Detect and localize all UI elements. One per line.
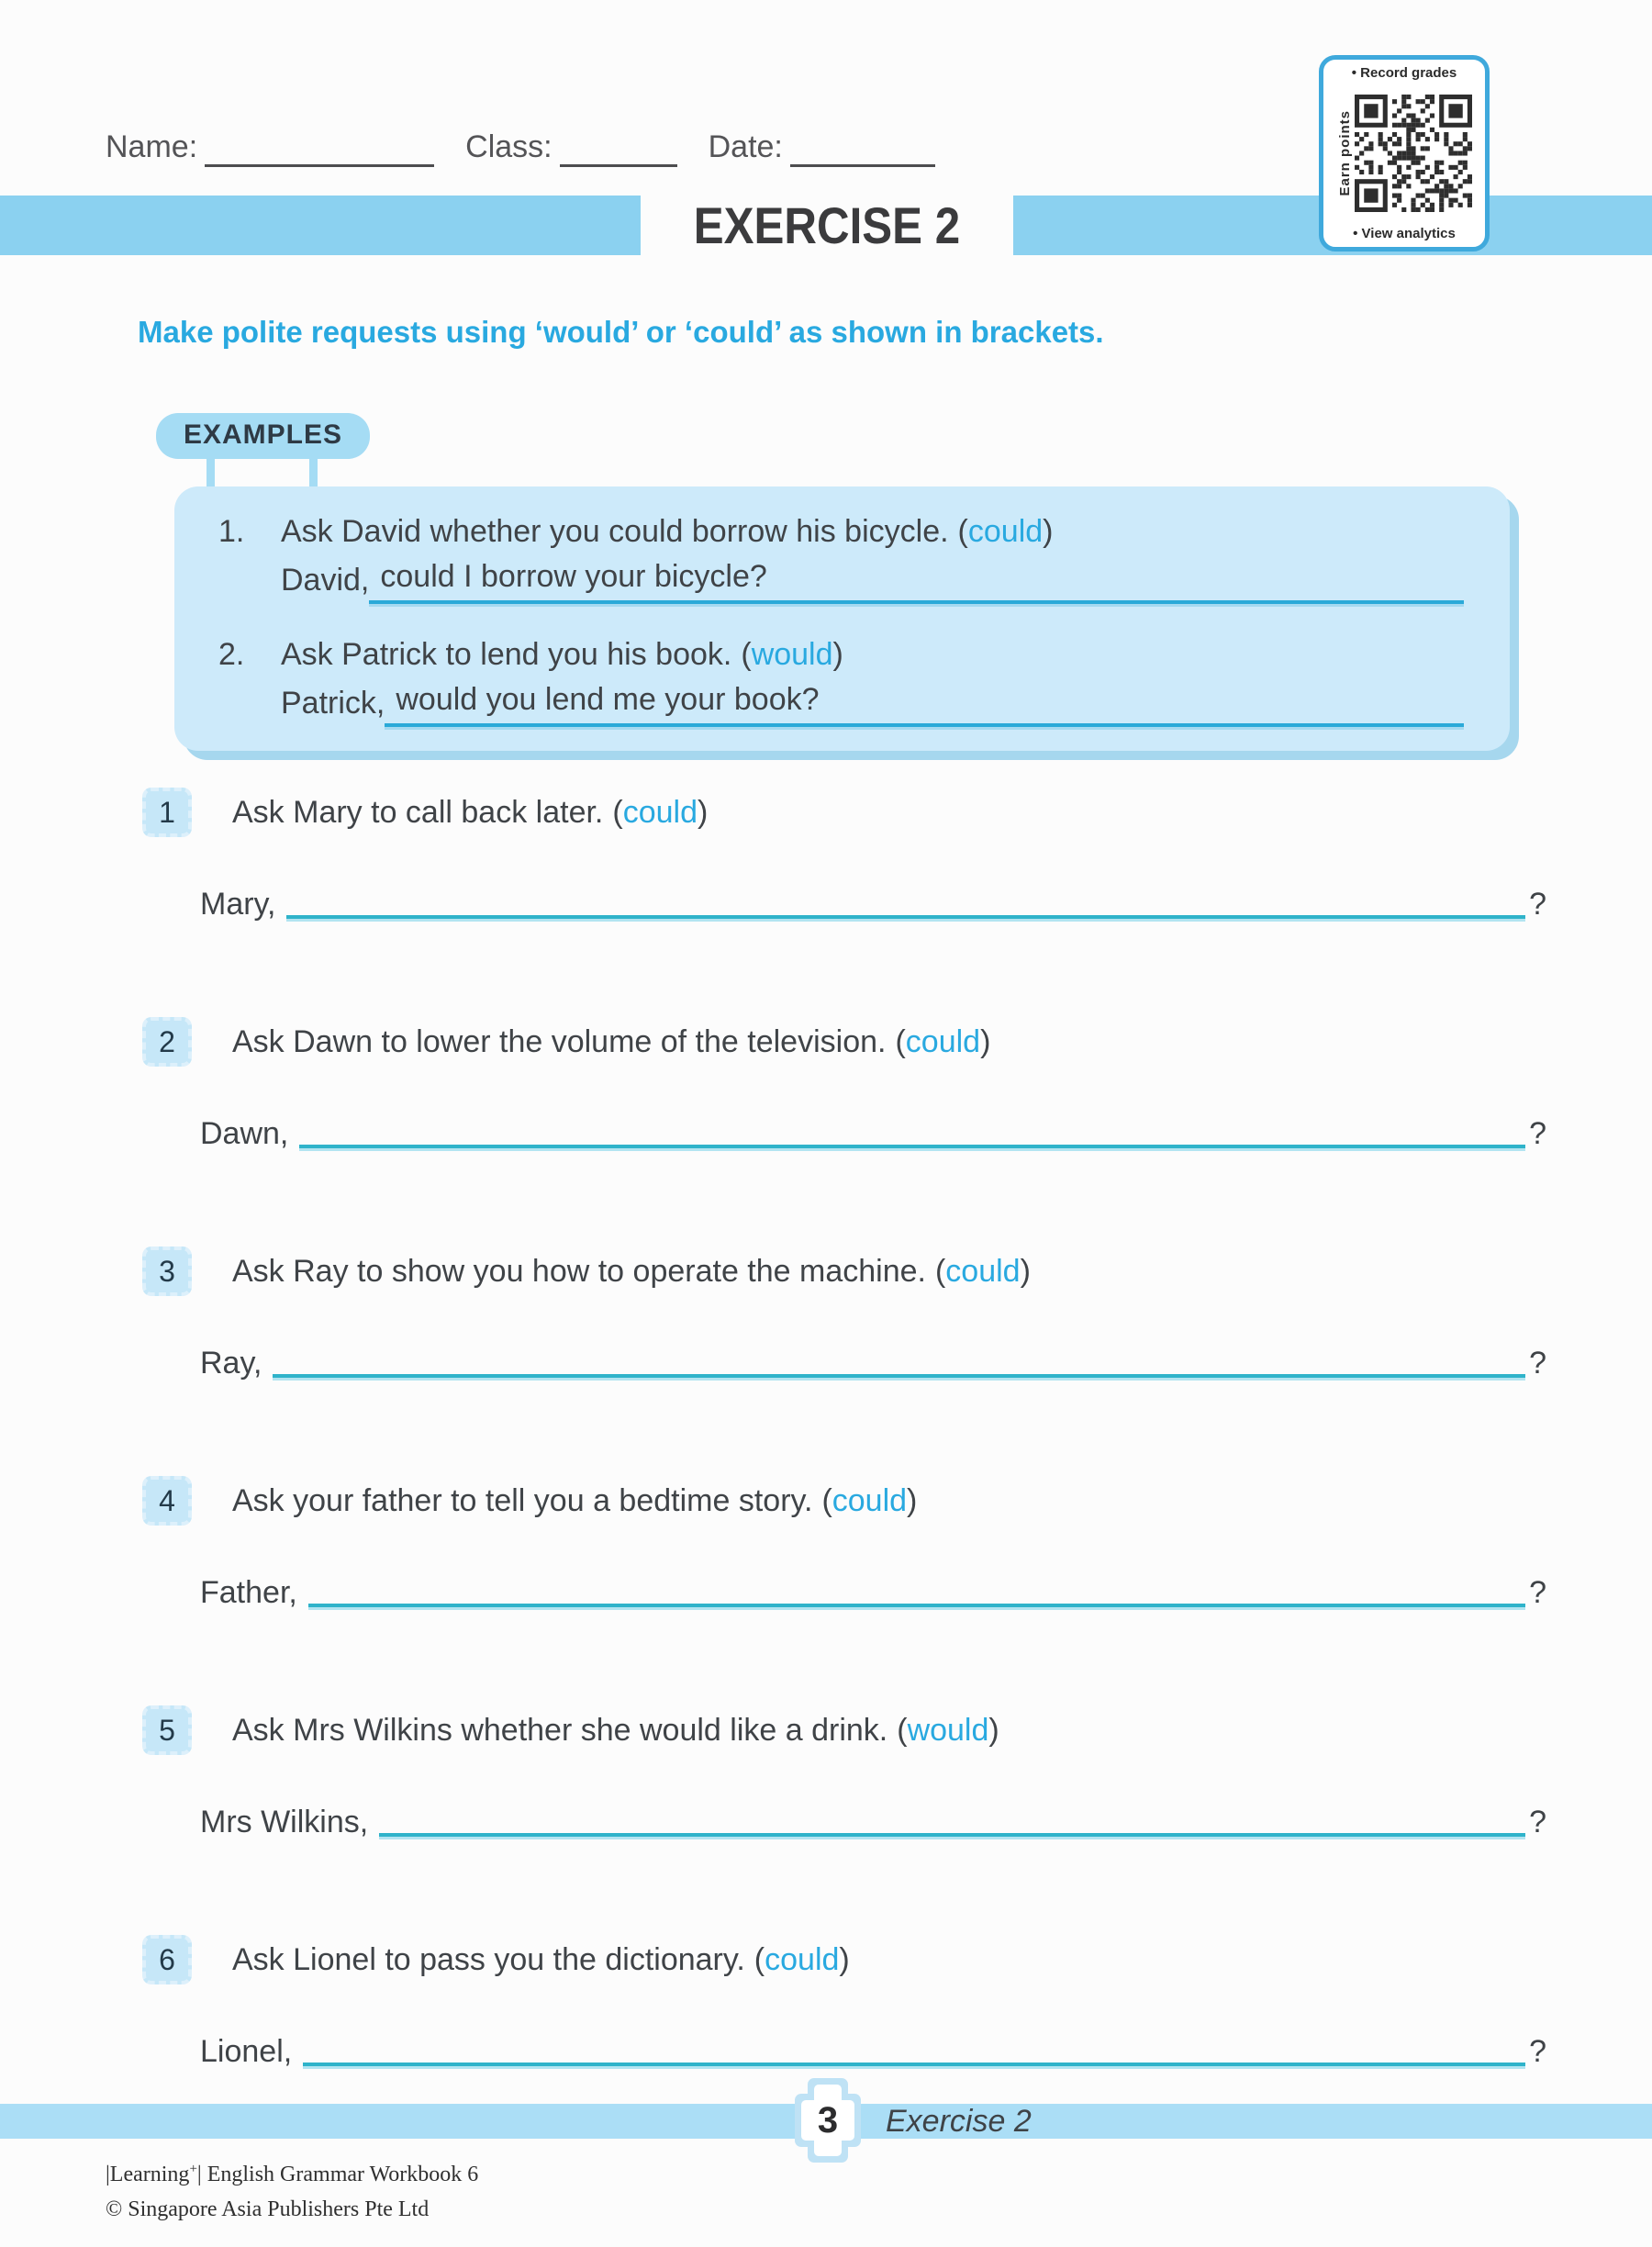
qr-panel — [1319, 55, 1490, 252]
question-5 — [106, 1703, 1546, 1844]
example-item — [218, 514, 1464, 604]
question-number-badge: 5 — [142, 1705, 192, 1755]
name-field[interactable] — [205, 130, 434, 167]
example-prompt: Ask Patrick to lend you his book. (would) — [281, 637, 843, 672]
example-number: 2. — [218, 637, 245, 672]
answer-salutation: Ray, — [200, 1346, 262, 1381]
answer-salutation: Father, — [200, 1575, 297, 1610]
question-number-badge: 1 — [142, 788, 192, 837]
name-label: Name: — [106, 129, 198, 164]
answer-blank[interactable] — [308, 1604, 1525, 1607]
question-prompt: Ask Mary to call back later. (could) — [232, 794, 709, 830]
question-4 — [106, 1473, 1546, 1615]
question-number-badge: 6 — [142, 1935, 192, 1984]
question-prompt: Ask Lionel to pass you the dictionary. (could) — [232, 1941, 850, 1977]
page-number: 3 — [817, 2099, 839, 2141]
answer-blank[interactable] — [286, 915, 1525, 919]
answer-salutation: Dawn, — [200, 1116, 289, 1151]
question-prompt: Ask Ray to show you how to operate the machine. (could) — [232, 1253, 1031, 1289]
credit-line-1: |Learning+| English Grammar Workbook 6 — [106, 2162, 479, 2186]
question-prompt: Ask Dawn to lower the volume of the television. (could) — [232, 1023, 991, 1059]
question-6 — [106, 1932, 1546, 2074]
example-number: 1. — [218, 514, 245, 549]
publisher-credits — [106, 2152, 478, 2227]
question-number-badge: 2 — [142, 1017, 192, 1067]
question-mark: ? — [1529, 1346, 1546, 1381]
question-mark: ? — [1529, 1575, 1546, 1610]
question-prompt: Ask Mrs Wilkins whether she would like a drink. (would) — [232, 1712, 999, 1748]
question-number-badge: 4 — [142, 1476, 192, 1526]
page-number-badge — [795, 2078, 861, 2163]
examples-connector — [206, 456, 215, 489]
example-prompt: Ask David whether you could borrow his bicycle. (could) — [281, 514, 1054, 549]
example-item — [218, 637, 1464, 727]
question-mark: ? — [1529, 2034, 1546, 2069]
examples-box — [174, 486, 1510, 751]
class-label: Class: — [465, 129, 553, 164]
qr-code-icon — [1355, 95, 1472, 212]
question-2 — [106, 1014, 1546, 1156]
example-answer: would you lend me your book? — [385, 682, 1464, 727]
examples-connector — [309, 456, 318, 489]
example-salutation: Patrick, — [281, 686, 385, 721]
example-salutation: David, — [281, 563, 370, 598]
question-1 — [106, 785, 1546, 926]
question-3 — [106, 1244, 1546, 1385]
examples-label: EXAMPLES — [156, 413, 370, 459]
credit-line-2: © Singapore Asia Publishers Pte Ltd — [106, 2197, 430, 2221]
question-mark: ? — [1529, 1116, 1546, 1151]
answer-blank[interactable] — [379, 1833, 1525, 1837]
date-field[interactable] — [790, 130, 935, 167]
class-field[interactable] — [560, 130, 677, 167]
answer-salutation: Lionel, — [200, 2034, 293, 2069]
footer-exercise-label: Exercise 2 — [886, 2104, 1032, 2139]
question-number-badge: 3 — [142, 1246, 192, 1296]
qr-side-label: Earn points — [1336, 110, 1353, 196]
question-mark: ? — [1529, 887, 1546, 922]
qr-bottom-label: • View analytics — [1353, 226, 1456, 241]
question-prompt: Ask your father to tell you a bedtime story. (could) — [232, 1482, 918, 1518]
page-title: EXERCISE 2 — [693, 196, 961, 254]
question-mark: ? — [1529, 1805, 1546, 1839]
date-label: Date: — [708, 129, 783, 164]
answer-salutation: Mrs Wilkins, — [200, 1805, 369, 1839]
answer-blank[interactable] — [273, 1374, 1525, 1378]
qr-top-label: • Record grades — [1351, 65, 1457, 81]
header-row — [106, 119, 1253, 167]
banner-bar-left — [0, 196, 641, 255]
answer-blank[interactable] — [299, 1145, 1525, 1148]
example-answer: could I borrow your bicycle? — [369, 559, 1464, 604]
questions-list — [106, 785, 1546, 2162]
instruction-text: Make polite requests using ‘would’ or ‘could’ as shown in brackets. — [138, 315, 1104, 349]
answer-blank[interactable] — [303, 2063, 1525, 2066]
answer-salutation: Mary, — [200, 887, 276, 922]
